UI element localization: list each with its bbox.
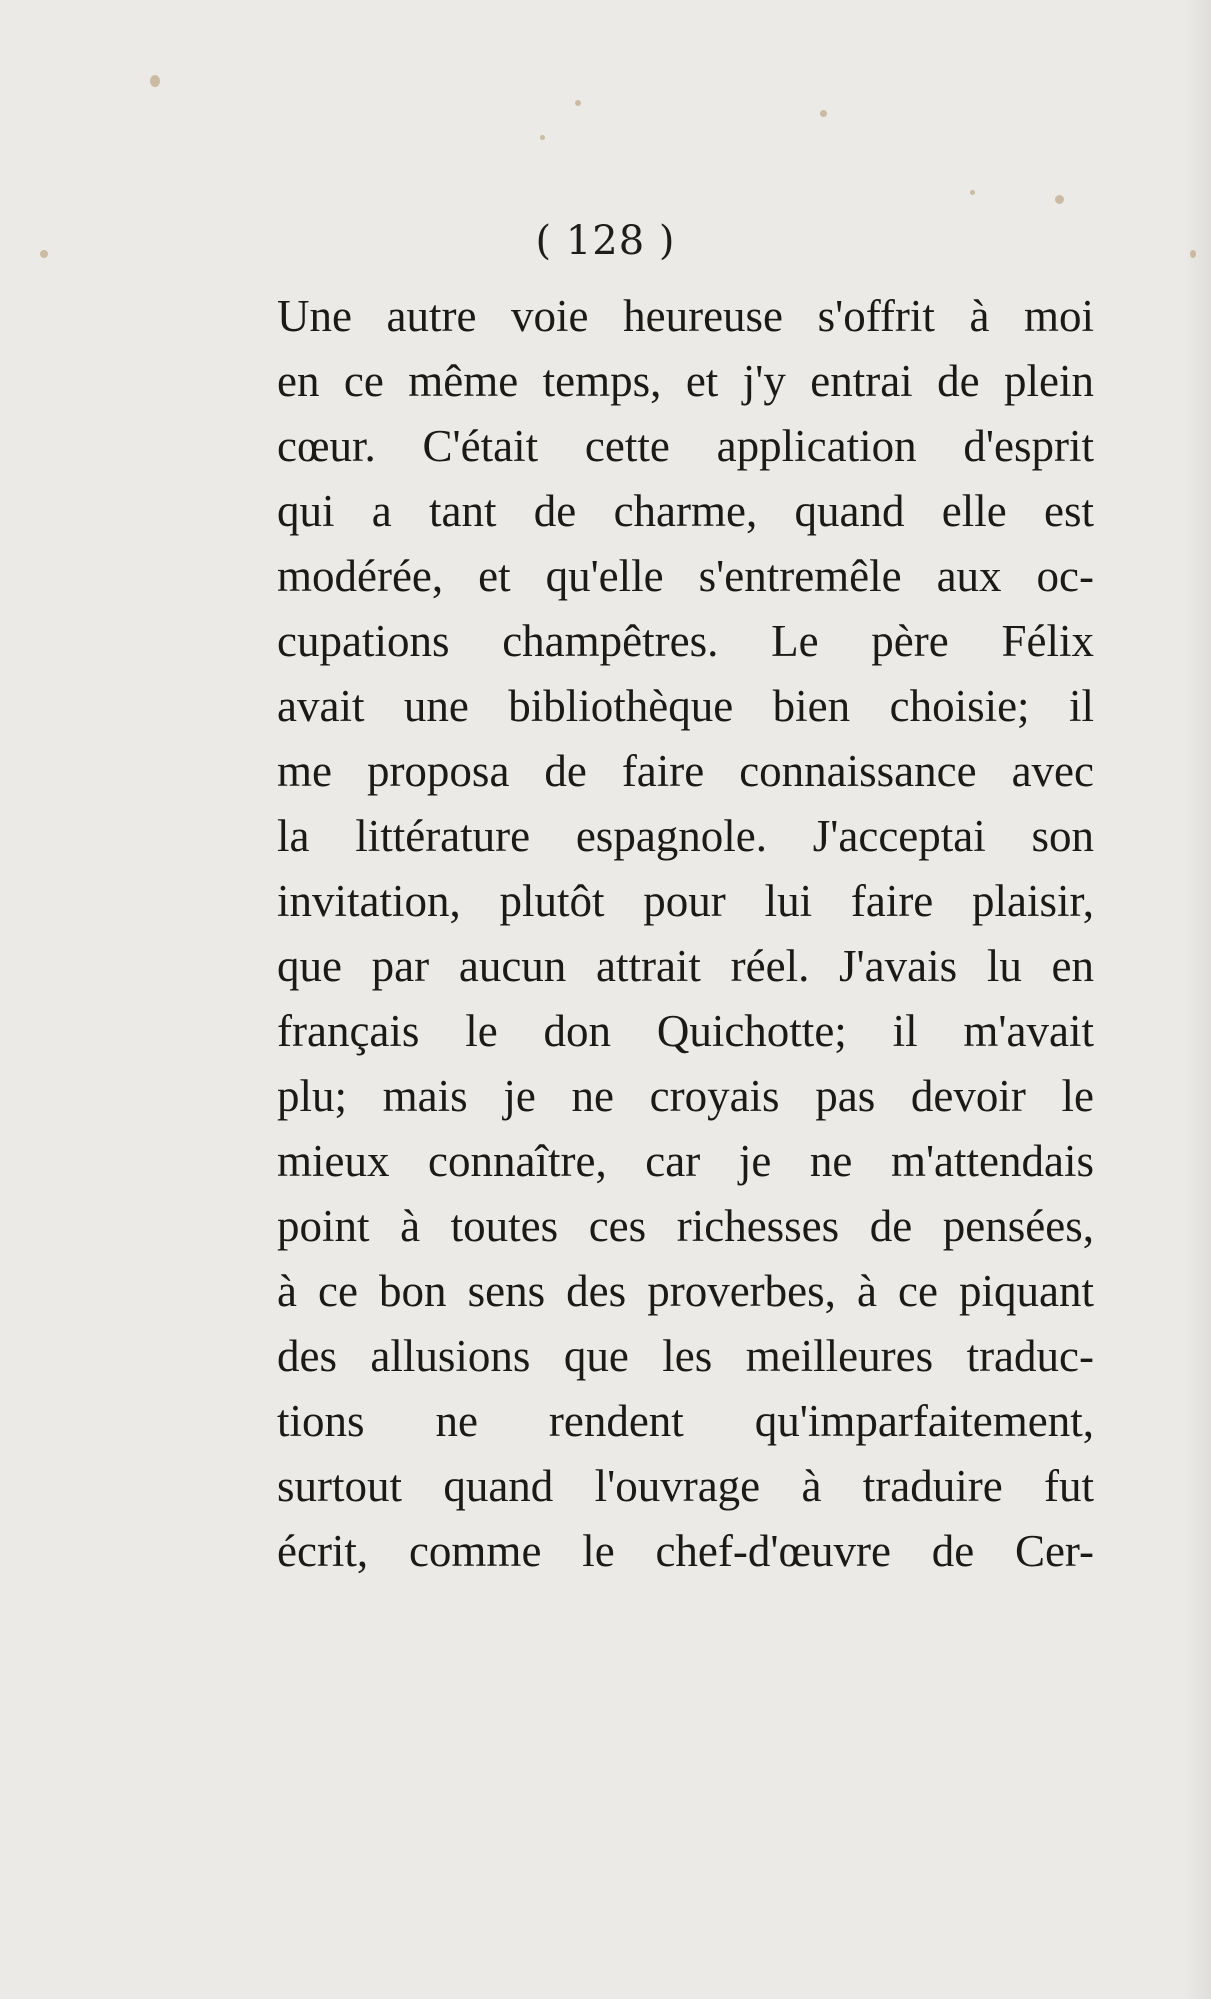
foxing-speck: [820, 110, 827, 117]
foxing-speck: [970, 190, 975, 195]
text-line: plu; mais je ne croyais pas devoir le: [277, 1071, 1094, 1121]
body-text: [277, 284, 1094, 1584]
text-line: cupations champêtres. Le père Félix: [277, 616, 1094, 666]
text-line: tions ne rendent qu'imparfaitement,: [277, 1396, 1094, 1446]
text-line: avait une bibliothèque bien choisie; il: [277, 681, 1094, 731]
text-line: cœur. C'était cette application d'esprit: [277, 421, 1094, 471]
page-number: ( 128 ): [535, 218, 676, 264]
text-line: à ce bon sens des proverbes, à ce piquant: [277, 1266, 1094, 1316]
text-line: Une autre voie heureuse s'offrit à moi: [277, 291, 1094, 341]
foxing-speck: [150, 75, 160, 87]
text-line: surtout quand l'ouvrage à traduire fut: [277, 1461, 1094, 1511]
text-line: modérée, et qu'elle s'entremêle aux oc-: [277, 551, 1094, 601]
text-line: la littérature espagnole. J'acceptai son: [277, 811, 1094, 861]
text-line: me proposa de faire connaissance avec: [277, 746, 1094, 796]
text-line: qui a tant de charme, quand elle est: [277, 486, 1094, 536]
foxing-speck: [540, 135, 545, 140]
text-line: écrit, comme le chef-d'œuvre de Cer-: [277, 1526, 1094, 1576]
text-line: point à toutes ces richesses de pensées,: [277, 1201, 1094, 1251]
text-line: en ce même temps, et j'y entrai de plein: [277, 356, 1094, 406]
text-line: français le don Quichotte; il m'avait: [277, 1006, 1094, 1056]
foxing-speck: [575, 100, 581, 106]
text-line: invitation, plutôt pour lui faire plaisir,: [277, 876, 1094, 926]
text-line: que par aucun attrait réel. J'avais lu en: [277, 941, 1094, 991]
text-line: des allusions que les meilleures traduc-: [277, 1331, 1094, 1381]
text-line: mieux connaître, car je ne m'attendais: [277, 1136, 1094, 1186]
paper-edge-shadow: [1183, 0, 1211, 1999]
foxing-speck: [1055, 195, 1064, 204]
